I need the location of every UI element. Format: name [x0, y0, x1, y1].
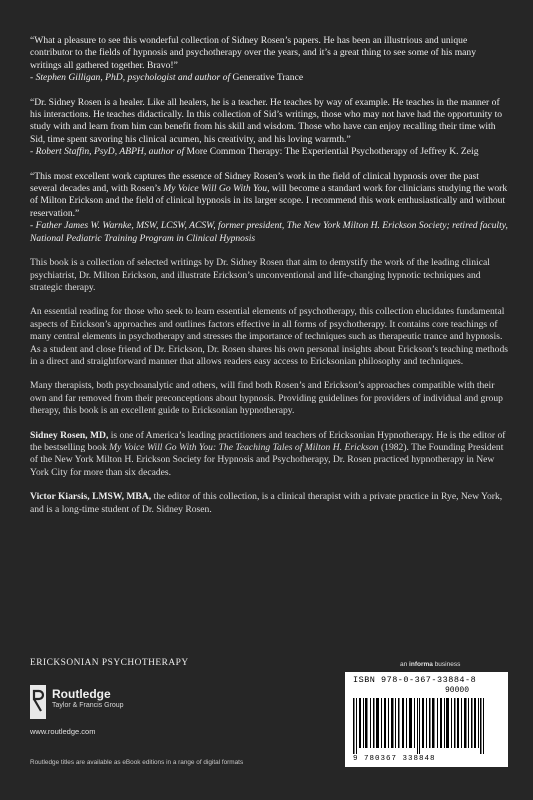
- quote-attribution: - Father James W. Warnke, MSW, LCSW, ACSW, former president, The New York Milton H. Erickson Society; retired faculty, National Pediatric Training Program in Clinical Hypnosis: [30, 220, 508, 244]
- publisher-name: Routledge: [52, 687, 111, 701]
- back-cover-text: [30, 35, 508, 528]
- publisher-url: www.routledge.com: [30, 727, 96, 736]
- barcode: [345, 672, 508, 767]
- routledge-logo-icon: [30, 685, 46, 719]
- barcode-number: 9 780367 338848: [353, 755, 436, 763]
- bio-name: Sidney Rosen, MD,: [30, 429, 109, 441]
- subject-category: ERICKSONIAN PSYCHOTHERAPY: [30, 658, 189, 668]
- quote-text: “Dr. Sidney Rosen is a healer. Like all healers, he is a teacher. He teaches by way of example. He teaches in the manner of his interactions. He teaches didactically. In this collection of Sid’s writings, those who may not have had the opportunity to study with and learn from him can benefit from his skill and wisdom. Those who have can enjoy recalling their time with Sid, time spent savoring his clinical acumen, his creativity, and his loving warmth.”: [30, 96, 503, 145]
- quote-attribution: - Stephen Gilligan, PhD, psychologist and author of Generative Trance: [30, 72, 304, 84]
- bio-rosen: Sidney Rosen, MD, is one of America’s leading practitioners and teachers of Ericksonian Hypnotherapy. He is the editor of the bestselling book My Voice Will Go With You: The Teaching Tales of Milton H. Erickson (1982). The Founding President of the New York Milton H. Erickson Society for Hypnosis and Psychotherapy, Dr. Rosen practiced hypnotherapy in New York City for more than six decades.: [30, 429, 506, 478]
- quote-text: “What a pleasure to see this wonderful collection of Sidney Rosen’s papers. He has been an illustrious and unique contributor to the fields of hypnosis and psychotherapy over the years, and it’s a great thing to see some of his many writings all gathered together. Bravo!”: [30, 35, 477, 71]
- bio-name: Victor Kiarsis, LMSW, MBA,: [30, 491, 152, 503]
- quote-text: “This most excellent work captures the essence of Sidney Rosen’s work in the field of clinical hypnosis over the past several decades and, with Rosen’s My Voice Will Go With You, will become a standard work for clinicians studying the work of Milton Erickson and the field of clinical hypnosis in its larger scope. I recommend this work enthusiastically and without reservation.”: [30, 170, 508, 219]
- quote-staffin: [30, 97, 508, 159]
- bio-kiarsis: Victor Kiarsis, LMSW, MBA, the editor of this collection, is a clinical therapist with a private practice in Rye, New York, and is a long-time student of Dr. Sidney Rosen.: [30, 491, 503, 515]
- ebook-note: Routledge titles are available as eBook editions in a range of digital formats: [30, 759, 244, 766]
- barcode-bars: [349, 698, 504, 754]
- price-code: 90000: [445, 686, 470, 695]
- isbn-text: ISBN 978-0-367-33884-8: [353, 675, 477, 685]
- book-title: My Voice Will Go With You: [163, 183, 268, 195]
- description-paragraph: An essential reading for those who seek to learn essential elements of psychotherapy, this collection elucidates fundamental aspects of Erickson’s approaches and outlines factors effective in all forms of psychotherapy. It contains core teachings of many central elements in psychotherapy and stresses the importance of techniques such as therapeutic trance and hypnosis. As a student and close friend of Dr. Erickson, Dr. Rosen shares his own personal insights about Erickson’s teaching methods in a direct and straightforward manner that allows readers easy access to Ericksonian philosophy and techniques.: [30, 306, 509, 367]
- description-paragraph: Many therapists, both psychoanalytic and others, will find both Rosen’s and Erickson’s approaches compatible with their own and far removed from their preconceptions about hypnosis. Providing guidelines for providers of individual and group therapy, this book is an excellent guide to Ericksonian hypnotherapy.: [30, 380, 503, 417]
- book-title: Generative Trance: [232, 72, 304, 84]
- description-paragraph: This book is a collection of selected writings by Dr. Sidney Rosen that aim to demystify the work of the leading clinical psychiatrist, Dr. Milton Erickson, and illustrate Erickson’s unconventional and life-changing hypnotic techniques and strategic therapy.: [30, 257, 490, 293]
- quote-attribution: - Robert Staffin, PsyD, ABPH, author of More Common Therapy: The Experiential Psychotherapy of Jeffrey K. Zeig: [30, 146, 479, 158]
- publisher-subtitle: Taylor & Francis Group: [52, 702, 124, 709]
- book-title: More Common Therapy: The Experiential Psychotherapy of Jeffrey K. Zeig: [186, 146, 479, 158]
- book-title: My Voice Will Go With You: The Teaching Tales of Milton H. Erickson: [109, 441, 379, 453]
- informa-business-label: an informa business: [400, 661, 461, 668]
- quote-warnke: [30, 171, 508, 245]
- quote-gilligan: [30, 35, 508, 85]
